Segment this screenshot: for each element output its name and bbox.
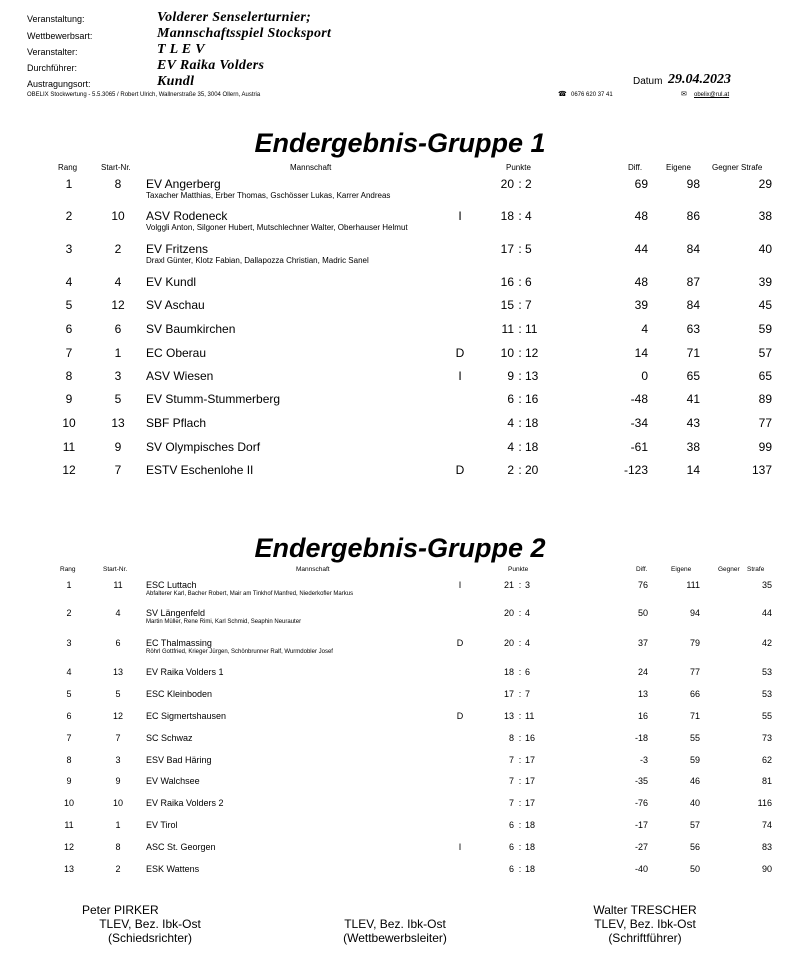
gegner-cell: 74 <box>761 820 772 830</box>
team-name-cell: ASV Rodeneck <box>146 209 228 223</box>
diff-cell: -61 <box>630 440 648 454</box>
start-nr-cell: 3 <box>115 755 121 765</box>
col-strafe: Strafe <box>747 566 765 573</box>
gegner-cell: 62 <box>761 755 772 765</box>
diff-cell: 14 <box>634 346 648 360</box>
team-name-cell: ESC Kleinboden <box>146 689 213 699</box>
label-wettbewerbsart: Wettbewerbsart: <box>27 31 93 41</box>
points-won-cell: 7 <box>508 755 514 765</box>
diff-cell: 13 <box>637 689 648 699</box>
team-name-cell: SC Schwaz <box>146 733 193 743</box>
start-nr-cell: 13 <box>112 667 123 677</box>
mail-icon: ✉ <box>681 91 687 98</box>
gegner-cell: 137 <box>751 463 772 477</box>
start-nr-cell: 12 <box>111 298 125 312</box>
points-lost-cell: 16 <box>525 733 536 743</box>
rang-cell: 3 <box>65 242 73 256</box>
team-name-cell: SV Baumkirchen <box>146 322 236 336</box>
points-won-cell: 18 <box>500 209 514 223</box>
eigene-cell: 94 <box>689 608 700 618</box>
points-separator: : <box>518 275 522 289</box>
rang-cell: 5 <box>65 298 73 312</box>
diff-cell: 39 <box>634 298 648 312</box>
gegner-cell: 44 <box>761 608 772 618</box>
points-won-cell: 18 <box>503 667 514 677</box>
points-lost-cell: 13 <box>525 369 539 383</box>
gegner-cell: 99 <box>758 440 772 454</box>
points-lost-cell: 3 <box>525 580 531 590</box>
start-nr-cell: 4 <box>114 275 122 289</box>
value-durchfuehrer: EV Raika Volders <box>157 58 265 73</box>
points-lost-cell: 4 <box>525 638 531 648</box>
rang-cell: 12 <box>62 463 76 477</box>
eigene-cell: 79 <box>689 638 700 648</box>
diff-cell: -40 <box>634 864 648 874</box>
start-nr-cell: 13 <box>111 416 125 430</box>
rang-cell: 7 <box>65 346 73 360</box>
eigene-cell: 71 <box>689 711 700 721</box>
eigene-cell: 14 <box>686 463 700 477</box>
points-won-cell: 20 <box>500 177 514 191</box>
label-veranstalter: Veranstalter: <box>27 47 78 57</box>
start-nr-cell: 8 <box>114 177 122 191</box>
team-name-cell: ESK Wattens <box>146 864 200 874</box>
eigene-cell: 55 <box>689 733 700 743</box>
team-name-cell: EV Raika Volders 2 <box>146 798 224 808</box>
points-lost-cell: 4 <box>525 608 531 618</box>
rang-cell: 1 <box>65 177 73 191</box>
diff-cell: 44 <box>634 242 648 256</box>
rang-cell: 5 <box>66 689 72 699</box>
eigene-cell: 38 <box>686 440 700 454</box>
gegner-cell: 29 <box>758 177 772 191</box>
col-start: Start-Nr. <box>101 163 131 172</box>
points-separator: : <box>518 608 522 618</box>
rang-cell: 7 <box>66 733 72 743</box>
country-flag-cell: D <box>456 711 464 721</box>
start-nr-cell: 8 <box>115 842 121 852</box>
email-address[interactable]: obelix@rul.at <box>694 92 730 98</box>
datum-value: 29.04.2023 <box>668 72 731 87</box>
gegner-cell: 57 <box>758 346 772 360</box>
team-players-cell: Draxl Günter, Klotz Fabian, Dallapozza Christian, Madric Sanel <box>146 256 369 265</box>
points-lost-cell: 18 <box>525 416 539 430</box>
points-lost-cell: 6 <box>525 275 532 289</box>
group2-title: Endergebnis-Gruppe 2 <box>254 533 546 563</box>
points-separator: : <box>518 392 522 406</box>
eigene-cell: 77 <box>689 667 700 677</box>
points-separator: : <box>518 322 522 336</box>
points-won-cell: 7 <box>508 776 514 786</box>
eigene-cell: 84 <box>686 298 700 312</box>
team-name-cell: EC Sigmertshausen <box>146 711 227 721</box>
points-won-cell: 6 <box>507 392 514 406</box>
phone-icon: ☎ <box>558 91 567 98</box>
eigene-cell: 46 <box>689 776 700 786</box>
gegner-cell: 39 <box>758 275 772 289</box>
gegner-cell: 116 <box>757 798 772 808</box>
diff-cell: 24 <box>637 667 648 677</box>
points-separator: : <box>518 667 522 677</box>
col-punkte: Punkte <box>506 163 531 172</box>
start-nr-cell: 7 <box>115 733 121 743</box>
points-separator: : <box>518 242 522 256</box>
points-won-cell: 17 <box>500 242 514 256</box>
points-lost-cell: 17 <box>525 776 536 786</box>
start-nr-cell: 10 <box>111 209 125 223</box>
diff-cell: -27 <box>634 842 648 852</box>
team-name-cell: EV Angerberg <box>146 177 221 191</box>
diff-cell: -34 <box>630 416 648 430</box>
value-veranstalter: T L E V <box>157 42 205 57</box>
points-separator: : <box>518 440 522 454</box>
eigene-cell: 40 <box>689 798 700 808</box>
country-flag-cell: I <box>458 580 462 590</box>
gegner-cell: 42 <box>761 638 772 648</box>
diff-cell: -76 <box>634 798 648 808</box>
start-nr-cell: 6 <box>115 638 121 648</box>
team-name-cell: SV Olympisches Dorf <box>146 440 261 454</box>
label-veranstaltung: Veranstaltung: <box>27 14 85 24</box>
team-name-cell: SBF Pflach <box>146 416 207 430</box>
team-name-cell: EV Raika Volders 1 <box>146 667 224 677</box>
start-nr-cell: 6 <box>114 322 122 336</box>
points-won-cell: 8 <box>508 733 514 743</box>
rang-cell: 4 <box>66 667 72 677</box>
points-won-cell: 15 <box>500 298 514 312</box>
points-separator: : <box>518 820 522 830</box>
rang-cell: 2 <box>65 209 73 223</box>
signature-schriftfuehrer <box>565 903 725 945</box>
diff-cell: 50 <box>637 608 648 618</box>
points-separator: : <box>518 298 522 312</box>
points-lost-cell: 4 <box>525 209 532 223</box>
country-flag-cell: D <box>455 346 465 360</box>
gegner-cell: 38 <box>758 209 772 223</box>
gegner-cell: 53 <box>761 667 772 677</box>
country-flag-cell: D <box>455 463 465 477</box>
points-won-cell: 13 <box>503 711 514 721</box>
points-separator: : <box>518 346 522 360</box>
team-name-cell: ESTV Eschenlohe II <box>146 463 254 477</box>
label-durchfuehrer: Durchführer: <box>27 63 78 73</box>
signature-role: (Schriftführer) <box>608 931 682 945</box>
gegner-cell: 90 <box>761 864 772 874</box>
team-name-cell: EC Oberau <box>146 346 207 360</box>
eigene-cell: 65 <box>686 369 700 383</box>
points-lost-cell: 7 <box>525 689 531 699</box>
team-players-cell: Abfalterer Karl, Bacher Robert, Mair am Tinkhof Manfred, Niederkofler Markus <box>146 591 354 597</box>
col-punkte: Punkte <box>508 566 529 573</box>
col-rang: Rang <box>60 566 76 573</box>
group1-title: Endergebnis-Gruppe 1 <box>254 128 546 158</box>
diff-cell: 37 <box>637 638 648 648</box>
signature-name: Walter TRESCHER <box>593 903 697 917</box>
rang-cell: 6 <box>66 711 72 721</box>
diff-cell: -123 <box>623 463 648 477</box>
start-nr-cell: 9 <box>115 776 121 786</box>
points-won-cell: 4 <box>507 440 514 454</box>
start-nr-cell: 4 <box>115 608 121 618</box>
signature-org: TLEV, Bez. Ibk-Ost <box>594 917 696 931</box>
diff-cell: -3 <box>639 755 648 765</box>
points-lost-cell: 17 <box>525 798 536 808</box>
country-flag-cell: D <box>456 638 464 648</box>
signature-role: (Schiedsrichter) <box>107 931 193 945</box>
points-lost-cell: 6 <box>525 667 531 677</box>
points-won-cell: 2 <box>507 463 514 477</box>
diff-cell: 48 <box>634 209 648 223</box>
team-name-cell: ESV Bad Häring <box>146 755 212 765</box>
points-won-cell: 6 <box>508 864 514 874</box>
rang-cell: 10 <box>62 416 76 430</box>
points-won-cell: 20 <box>503 638 514 648</box>
col-team: Mannschaft <box>296 566 330 573</box>
label-austragungsort: Austragungsort: <box>27 79 91 89</box>
points-separator: : <box>518 416 522 430</box>
rang-cell: 9 <box>65 392 73 406</box>
rang-cell: 8 <box>66 755 72 765</box>
eigene-cell: 98 <box>686 177 700 191</box>
points-separator: : <box>518 580 522 590</box>
team-name-cell: EV Fritzens <box>146 242 209 256</box>
eigene-cell: 59 <box>689 755 700 765</box>
gegner-cell: 65 <box>758 369 772 383</box>
team-name-cell: EC Thalmassing <box>146 638 212 648</box>
gegner-cell: 89 <box>758 392 772 406</box>
datum-label: Datum <box>633 76 663 87</box>
start-nr-cell: 5 <box>115 689 121 699</box>
col-team: Mannschaft <box>290 163 332 172</box>
rang-cell: 12 <box>63 842 74 852</box>
eigene-cell: 57 <box>689 820 700 830</box>
points-won-cell: 7 <box>508 798 514 808</box>
team-name-cell: EV Walchsee <box>146 776 200 786</box>
team-name-cell: EV Kundl <box>146 275 197 289</box>
points-lost-cell: 2 <box>525 177 532 191</box>
points-separator: : <box>518 776 522 786</box>
points-separator: : <box>518 711 522 721</box>
points-separator: : <box>518 755 522 765</box>
rang-cell: 1 <box>66 580 72 590</box>
points-separator: : <box>518 864 522 874</box>
rang-cell: 10 <box>63 798 74 808</box>
eigene-cell: 86 <box>686 209 700 223</box>
diff-cell: 48 <box>634 275 648 289</box>
points-separator: : <box>518 463 522 477</box>
points-separator: : <box>518 733 522 743</box>
start-nr-cell: 2 <box>115 864 121 874</box>
rang-cell: 11 <box>62 440 76 454</box>
points-won-cell: 17 <box>503 689 514 699</box>
team-players-cell: Volggli Anton, Silgoner Hubert, Mutschlechner Walter, Oberhauser Helmut <box>146 223 408 232</box>
country-flag-cell: I <box>458 209 462 223</box>
eigene-cell: 50 <box>689 864 700 874</box>
points-won-cell: 6 <box>508 820 514 830</box>
diff-cell: -35 <box>634 776 648 786</box>
points-won-cell: 11 <box>501 322 514 336</box>
start-nr-cell: 12 <box>112 711 123 721</box>
start-nr-cell: 7 <box>114 463 122 477</box>
points-separator: : <box>518 369 522 383</box>
rang-cell: 9 <box>66 776 72 786</box>
points-separator: : <box>518 842 522 852</box>
team-players-cell: Röhrl Gottfried, Krieger Jürgen, Schönbrunner Ralf, Wurmdobler Josef <box>146 649 333 655</box>
col-eigene: Eigene <box>671 566 692 573</box>
points-lost-cell: 17 <box>525 755 536 765</box>
points-won-cell: 21 <box>503 580 514 590</box>
points-lost-cell: 18 <box>525 820 536 830</box>
signature-schiedsrichter <box>70 903 230 945</box>
eigene-cell: 63 <box>686 322 700 336</box>
team-name-cell: EV Stumm-Stummerberg <box>146 392 281 406</box>
points-lost-cell: 18 <box>525 440 539 454</box>
diff-cell: -18 <box>634 733 648 743</box>
col-rang: Rang <box>58 163 78 172</box>
signature-name: Peter PIRKER <box>82 903 159 917</box>
points-won-cell: 20 <box>503 608 514 618</box>
team-name-cell: SV Längenfeld <box>146 608 206 618</box>
col-eigene: Eigene <box>666 163 691 172</box>
col-gegner: Gegner <box>712 163 739 172</box>
country-flag-cell: I <box>458 369 462 383</box>
start-nr-cell: 5 <box>114 392 122 406</box>
points-lost-cell: 12 <box>525 346 539 360</box>
start-nr-cell: 11 <box>113 580 123 590</box>
team-players-cell: Taxacher Matthias, Erber Thomas, Gschösser Lukas, Karrer Andreas <box>146 191 391 200</box>
diff-cell: 16 <box>637 711 648 721</box>
value-wettbewerbsart: Mannschaftsspiel Stocksport <box>157 26 332 41</box>
gegner-cell: 35 <box>761 580 772 590</box>
eigene-cell: 66 <box>689 689 700 699</box>
points-won-cell: 16 <box>500 275 514 289</box>
team-name-cell: ASV Wiesen <box>146 369 214 383</box>
signature-role: (Wettbewerbsleiter) <box>343 931 447 945</box>
points-lost-cell: 5 <box>525 242 532 256</box>
eigene-cell: 71 <box>686 346 700 360</box>
value-veranstaltung: Volderer Senselerturnier; <box>157 10 312 25</box>
gegner-cell: 40 <box>758 242 772 256</box>
points-won-cell: 6 <box>508 842 514 852</box>
team-players-cell: Martin Müller, Rene Rimi, Karl Schmid, Seaphin Neurauter <box>146 619 302 625</box>
points-won-cell: 9 <box>507 369 514 383</box>
start-nr-cell: 9 <box>114 440 122 454</box>
eigene-cell: 84 <box>686 242 700 256</box>
team-name-cell: SV Aschau <box>146 298 205 312</box>
points-won-cell: 10 <box>500 346 514 360</box>
start-nr-cell: 1 <box>114 346 122 360</box>
points-lost-cell: 20 <box>525 463 539 477</box>
col-start: Start-Nr. <box>103 566 128 573</box>
points-lost-cell: 11 <box>525 322 538 336</box>
rang-cell: 6 <box>65 322 73 336</box>
team-name-cell: ASC St. Georgen <box>146 842 216 852</box>
eigene-cell: 56 <box>689 842 700 852</box>
gegner-cell: 77 <box>758 416 772 430</box>
software-footer-line: OBELIX Stockwertung - 5.5.3065 / Robert Ulrich, Wallnerstraße 35, 3004 Ollern, Austria <box>27 92 261 98</box>
eigene-cell: 41 <box>686 392 700 406</box>
points-lost-cell: 11 <box>525 711 535 721</box>
points-separator: : <box>518 689 522 699</box>
diff-cell: 4 <box>641 322 648 336</box>
col-diff: Diff. <box>636 566 648 573</box>
points-separator: : <box>518 209 522 223</box>
eigene-cell: 43 <box>686 416 700 430</box>
points-lost-cell: 18 <box>525 864 536 874</box>
start-nr-cell: 3 <box>114 369 122 383</box>
rang-cell: 8 <box>65 369 73 383</box>
start-nr-cell: 1 <box>115 820 121 830</box>
rang-cell: 4 <box>65 275 73 289</box>
points-separator: : <box>518 638 522 648</box>
diff-cell: 69 <box>634 177 648 191</box>
rang-cell: 2 <box>66 608 72 618</box>
signature-org: TLEV, Bez. Ibk-Ost <box>99 917 201 931</box>
col-gegner: Gegner <box>718 566 740 573</box>
signature-org: TLEV, Bez. Ibk-Ost <box>344 917 446 931</box>
gegner-cell: 59 <box>758 322 772 336</box>
gegner-cell: 55 <box>761 711 772 721</box>
points-lost-cell: 7 <box>525 298 532 312</box>
team-name-cell: EV Tirol <box>146 820 178 830</box>
rang-cell: 13 <box>63 864 74 874</box>
col-strafe: Strafe <box>741 163 763 172</box>
country-flag-cell: I <box>458 842 462 852</box>
diff-cell: 76 <box>637 580 648 590</box>
points-won-cell: 4 <box>507 416 514 430</box>
start-nr-cell: 10 <box>112 798 123 808</box>
diff-cell: -48 <box>630 392 648 406</box>
rang-cell: 3 <box>66 638 72 648</box>
diff-cell: 0 <box>641 369 648 383</box>
gegner-cell: 83 <box>761 842 772 852</box>
diff-cell: -17 <box>634 820 648 830</box>
gegner-cell: 81 <box>761 776 772 786</box>
eigene-cell: 111 <box>686 580 700 590</box>
value-austragungsort: Kundl <box>157 74 195 89</box>
col-diff: Diff. <box>628 163 643 172</box>
points-separator: : <box>518 177 522 191</box>
phone-number: 0676 620 37 41 <box>571 92 613 98</box>
points-separator: : <box>518 798 522 808</box>
start-nr-cell: 2 <box>114 242 122 256</box>
rang-cell: 11 <box>64 820 74 830</box>
gegner-cell: 45 <box>758 298 772 312</box>
gegner-cell: 73 <box>761 733 772 743</box>
gegner-cell: 53 <box>761 689 772 699</box>
eigene-cell: 87 <box>686 275 700 289</box>
points-lost-cell: 16 <box>525 392 539 406</box>
signature-wettbewerbsleiter <box>315 917 475 945</box>
team-name-cell: ESC Luttach <box>146 580 197 590</box>
points-lost-cell: 18 <box>525 842 536 852</box>
